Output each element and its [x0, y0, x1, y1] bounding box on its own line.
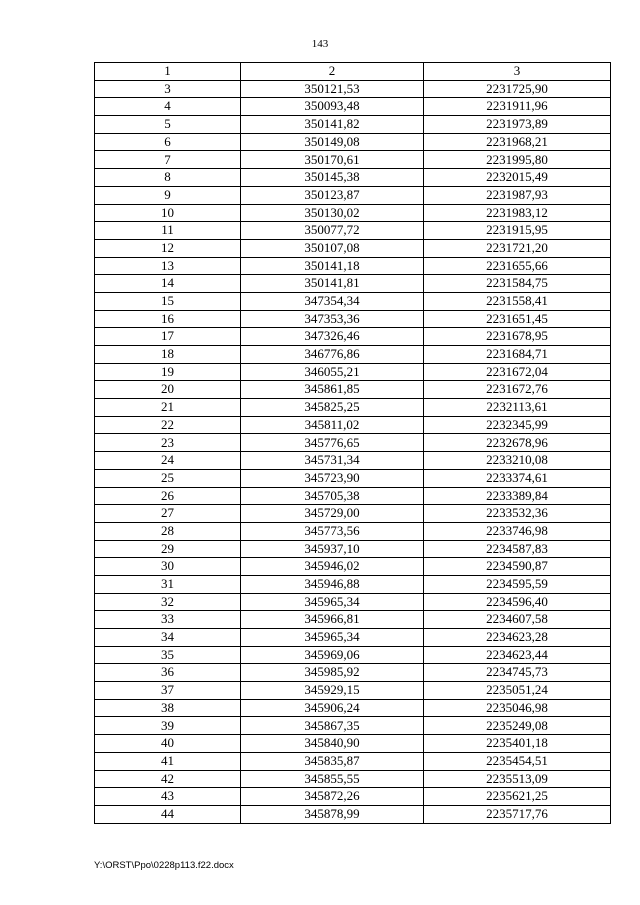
x-coordinate-cell: 345729,00	[241, 505, 424, 523]
x-coordinate-cell: 345705,38	[241, 487, 424, 505]
table-row	[95, 133, 611, 151]
point-number-cell: 4	[95, 98, 241, 116]
x-coordinate-cell: 350141,81	[241, 275, 424, 293]
point-number-cell: 20	[95, 381, 241, 399]
point-number-cell: 32	[95, 593, 241, 611]
point-number-cell: 31	[95, 575, 241, 593]
table-row	[95, 682, 611, 700]
y-coordinate-cell: 2234587,83	[424, 540, 611, 558]
table-row	[95, 363, 611, 381]
point-number-cell: 34	[95, 629, 241, 647]
y-coordinate-cell: 2231987,93	[424, 186, 611, 204]
x-coordinate-cell: 346055,21	[241, 363, 424, 381]
point-number-cell: 22	[95, 416, 241, 434]
x-coordinate-cell: 345929,15	[241, 682, 424, 700]
x-coordinate-cell: 345840,90	[241, 735, 424, 753]
x-coordinate-cell: 345966,81	[241, 611, 424, 629]
x-coordinate-cell: 347353,36	[241, 310, 424, 328]
point-number-cell: 44	[95, 805, 241, 823]
y-coordinate-cell: 2231721,20	[424, 239, 611, 257]
x-coordinate-cell: 350121,53	[241, 80, 424, 98]
x-coordinate-cell: 345878,99	[241, 805, 424, 823]
y-coordinate-cell: 2231983,12	[424, 204, 611, 222]
point-number-cell: 43	[95, 788, 241, 806]
table-row	[95, 629, 611, 647]
table-row	[95, 204, 611, 222]
y-coordinate-cell: 2231655,66	[424, 257, 611, 275]
table-row	[95, 239, 611, 257]
y-coordinate-cell: 2231995,80	[424, 151, 611, 169]
x-coordinate-cell: 345985,92	[241, 664, 424, 682]
x-coordinate-cell: 347354,34	[241, 292, 424, 310]
point-number-cell: 18	[95, 346, 241, 364]
table-row	[95, 222, 611, 240]
x-coordinate-cell: 350130,02	[241, 204, 424, 222]
y-coordinate-cell: 2232015,49	[424, 169, 611, 187]
y-coordinate-cell: 2231558,41	[424, 292, 611, 310]
y-coordinate-cell: 2233374,61	[424, 469, 611, 487]
y-coordinate-cell: 2232678,96	[424, 434, 611, 452]
y-coordinate-cell: 2233746,98	[424, 522, 611, 540]
table-row	[95, 788, 611, 806]
table-row	[95, 664, 611, 682]
table-row	[95, 593, 611, 611]
table-row	[95, 770, 611, 788]
y-coordinate-cell: 2231678,95	[424, 328, 611, 346]
y-coordinate-cell: 2235046,98	[424, 699, 611, 717]
table-row	[95, 540, 611, 558]
table-row	[95, 452, 611, 470]
table-row	[95, 522, 611, 540]
table-row	[95, 151, 611, 169]
y-coordinate-cell: 2235717,76	[424, 805, 611, 823]
point-number-cell: 5	[95, 116, 241, 134]
table-row	[95, 611, 611, 629]
x-coordinate-cell: 345872,26	[241, 788, 424, 806]
x-coordinate-cell: 345835,87	[241, 752, 424, 770]
table-row	[95, 646, 611, 664]
y-coordinate-cell: 2235249,08	[424, 717, 611, 735]
table-row	[95, 80, 611, 98]
table-row	[95, 292, 611, 310]
point-number-cell: 10	[95, 204, 241, 222]
table-row	[95, 416, 611, 434]
coordinates-table	[94, 62, 611, 824]
point-number-cell: 12	[95, 239, 241, 257]
table-row	[95, 116, 611, 134]
point-number-cell: 38	[95, 699, 241, 717]
y-coordinate-cell: 2233532,36	[424, 505, 611, 523]
point-number-cell: 30	[95, 558, 241, 576]
point-number-cell: 24	[95, 452, 241, 470]
y-coordinate-cell: 2234596,40	[424, 593, 611, 611]
table-row	[95, 487, 611, 505]
x-coordinate-cell: 345776,65	[241, 434, 424, 452]
point-number-cell: 9	[95, 186, 241, 204]
point-number-cell: 40	[95, 735, 241, 753]
table-row	[95, 275, 611, 293]
y-coordinate-cell: 2234590,87	[424, 558, 611, 576]
x-coordinate-cell: 350107,08	[241, 239, 424, 257]
point-number-cell: 23	[95, 434, 241, 452]
table-row	[95, 186, 611, 204]
point-number-cell: 11	[95, 222, 241, 240]
point-number-cell: 13	[95, 257, 241, 275]
y-coordinate-cell: 2231973,89	[424, 116, 611, 134]
table-row	[95, 558, 611, 576]
point-number-cell: 15	[95, 292, 241, 310]
y-coordinate-cell: 2235621,25	[424, 788, 611, 806]
point-number-cell: 25	[95, 469, 241, 487]
point-number-cell: 3	[95, 80, 241, 98]
y-coordinate-cell: 2233389,84	[424, 487, 611, 505]
point-number-cell: 8	[95, 169, 241, 187]
point-number-cell: 16	[95, 310, 241, 328]
y-coordinate-cell: 2233210,08	[424, 452, 611, 470]
point-number-cell: 27	[95, 505, 241, 523]
x-coordinate-cell: 345723,90	[241, 469, 424, 487]
point-number-cell: 35	[95, 646, 241, 664]
point-number-cell: 21	[95, 399, 241, 417]
x-coordinate-cell: 345937,10	[241, 540, 424, 558]
y-coordinate-cell: 2234595,59	[424, 575, 611, 593]
y-coordinate-cell: 2235051,24	[424, 682, 611, 700]
x-coordinate-cell: 350141,82	[241, 116, 424, 134]
y-coordinate-cell: 2234623,44	[424, 646, 611, 664]
table-row	[95, 399, 611, 417]
table-row	[95, 328, 611, 346]
point-number-cell: 42	[95, 770, 241, 788]
point-number-cell: 29	[95, 540, 241, 558]
x-coordinate-cell: 350077,72	[241, 222, 424, 240]
x-coordinate-cell: 345906,24	[241, 699, 424, 717]
y-coordinate-cell: 2231672,76	[424, 381, 611, 399]
point-number-cell: 7	[95, 151, 241, 169]
y-coordinate-cell: 2231725,90	[424, 80, 611, 98]
table-row	[95, 735, 611, 753]
table-body	[95, 80, 611, 823]
column-header-3: 3	[424, 63, 611, 81]
point-number-cell: 37	[95, 682, 241, 700]
table-row	[95, 381, 611, 399]
point-number-cell: 36	[95, 664, 241, 682]
x-coordinate-cell: 345867,35	[241, 717, 424, 735]
y-coordinate-cell: 2235454,51	[424, 752, 611, 770]
x-coordinate-cell: 350149,08	[241, 133, 424, 151]
table-row	[95, 257, 611, 275]
x-coordinate-cell: 345965,34	[241, 629, 424, 647]
point-number-cell: 39	[95, 717, 241, 735]
x-coordinate-cell: 345861,85	[241, 381, 424, 399]
y-coordinate-cell: 2235513,09	[424, 770, 611, 788]
x-coordinate-cell: 350141,18	[241, 257, 424, 275]
y-coordinate-cell: 2234745,73	[424, 664, 611, 682]
table-row	[95, 752, 611, 770]
column-header-1: 1	[95, 63, 241, 81]
y-coordinate-cell: 2232113,61	[424, 399, 611, 417]
column-header-2: 2	[241, 63, 424, 81]
y-coordinate-cell: 2231911,96	[424, 98, 611, 116]
y-coordinate-cell: 2231672,04	[424, 363, 611, 381]
x-coordinate-cell: 345965,34	[241, 593, 424, 611]
table-row	[95, 505, 611, 523]
footer-file-path: Y:\ORST\Ppo\0228p113.f22.docx	[94, 860, 234, 871]
y-coordinate-cell: 2231915,95	[424, 222, 611, 240]
x-coordinate-cell: 345855,55	[241, 770, 424, 788]
x-coordinate-cell: 350170,61	[241, 151, 424, 169]
y-coordinate-cell: 2231684,71	[424, 346, 611, 364]
table-row	[95, 346, 611, 364]
x-coordinate-cell: 345731,34	[241, 452, 424, 470]
x-coordinate-cell: 347326,46	[241, 328, 424, 346]
page-number: 143	[311, 38, 329, 50]
x-coordinate-cell: 345825,25	[241, 399, 424, 417]
table-row	[95, 98, 611, 116]
table-row	[95, 805, 611, 823]
y-coordinate-cell: 2231968,21	[424, 133, 611, 151]
x-coordinate-cell: 345946,88	[241, 575, 424, 593]
x-coordinate-cell: 345773,56	[241, 522, 424, 540]
table-header	[95, 63, 611, 81]
y-coordinate-cell: 2235401,18	[424, 735, 611, 753]
x-coordinate-cell: 346776,86	[241, 346, 424, 364]
x-coordinate-cell: 350123,87	[241, 186, 424, 204]
table-row	[95, 434, 611, 452]
table-row	[95, 717, 611, 735]
table-row	[95, 169, 611, 187]
x-coordinate-cell: 350093,48	[241, 98, 424, 116]
point-number-cell: 6	[95, 133, 241, 151]
point-number-cell: 19	[95, 363, 241, 381]
point-number-cell: 14	[95, 275, 241, 293]
table-row	[95, 469, 611, 487]
x-coordinate-cell: 345969,06	[241, 646, 424, 664]
y-coordinate-cell: 2231584,75	[424, 275, 611, 293]
y-coordinate-cell: 2231651,45	[424, 310, 611, 328]
table-row	[95, 699, 611, 717]
point-number-cell: 26	[95, 487, 241, 505]
y-coordinate-cell: 2234607,58	[424, 611, 611, 629]
x-coordinate-cell: 345811,02	[241, 416, 424, 434]
table-row	[95, 310, 611, 328]
point-number-cell: 17	[95, 328, 241, 346]
point-number-cell: 41	[95, 752, 241, 770]
table-row	[95, 575, 611, 593]
x-coordinate-cell: 345946,02	[241, 558, 424, 576]
x-coordinate-cell: 350145,38	[241, 169, 424, 187]
point-number-cell: 33	[95, 611, 241, 629]
header-row	[95, 63, 611, 81]
point-number-cell: 28	[95, 522, 241, 540]
y-coordinate-cell: 2232345,99	[424, 416, 611, 434]
y-coordinate-cell: 2234623,28	[424, 629, 611, 647]
